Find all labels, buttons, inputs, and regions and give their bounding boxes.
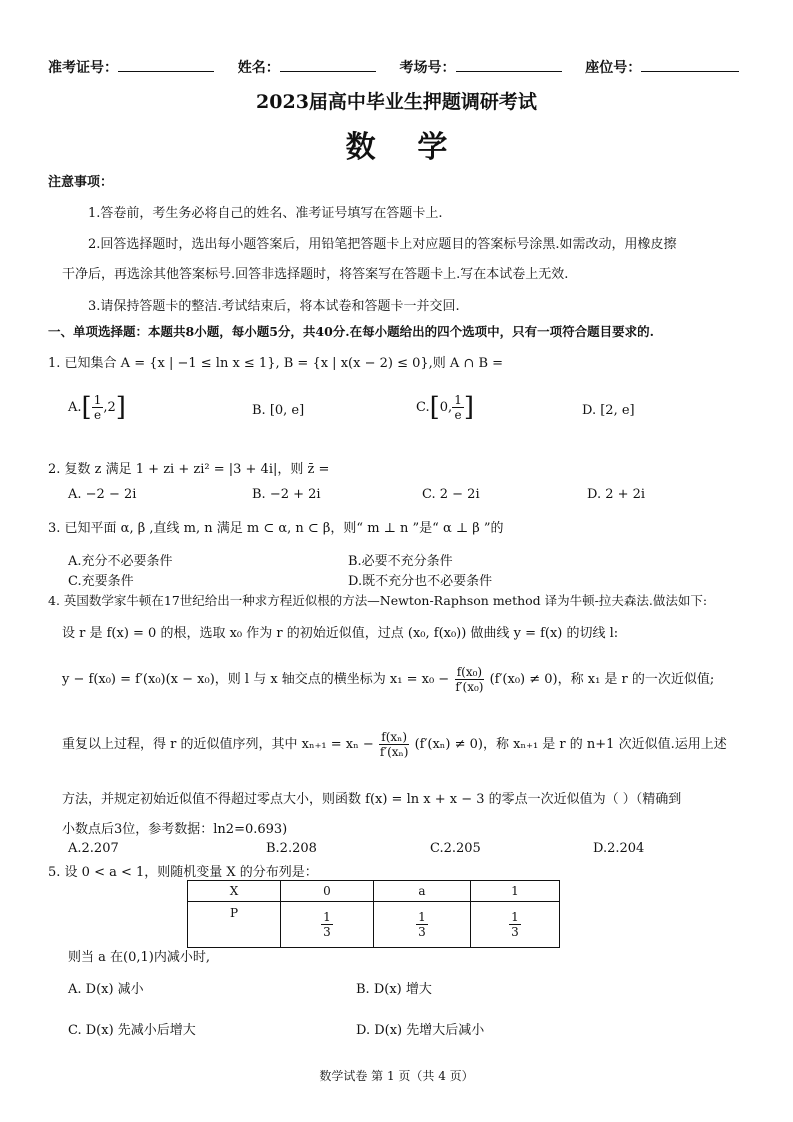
q2-option-a[interactable]: A. −2 − 2i bbox=[68, 487, 137, 502]
room-blank[interactable] bbox=[456, 57, 562, 72]
q1-a-fraction: $\frac{1}{e}$ bbox=[93, 393, 102, 422]
table-cell: a bbox=[374, 881, 471, 902]
q4-option-c[interactable]: C.2.205 bbox=[430, 841, 481, 856]
q1-option-d[interactable]: D. [2, e] bbox=[582, 403, 635, 418]
name-blank[interactable] bbox=[280, 57, 376, 72]
q5-option-d[interactable]: D. D(x) 先增大后减小 bbox=[356, 1023, 485, 1038]
q2-option-b[interactable]: B. −2 + 2i bbox=[252, 487, 321, 502]
distribution-table bbox=[187, 880, 560, 948]
q4-option-a[interactable]: A.2.207 bbox=[68, 841, 119, 856]
q4-line-2: 设 r 是 f(x) = 0 的根，选取 x₀ 作为 r 的初始近似值，过点 (x₀, f(x₀)) 做曲线 y = f(x) 的切线 l: bbox=[62, 626, 619, 641]
q4-newton-fraction-2: $\frac{\text{f(xₙ)}}{\text{f′(xₙ)}}$ bbox=[379, 730, 409, 759]
q1-stem: 1. 已知集合 A = {x | −1 ≤ ln x ≤ 1}, B = {x | x(x − 2) ≤ 0},则 A ∩ B = bbox=[48, 356, 504, 371]
q1-option-c[interactable]: C.[0, $\frac{1}{e}$ ] bbox=[416, 392, 474, 423]
q3-option-b[interactable]: B.必要不充分条件 bbox=[348, 554, 453, 569]
header-fields bbox=[48, 57, 739, 77]
q1-option-a[interactable]: A.[ $\frac{1}{e}$ ,2] bbox=[68, 392, 126, 423]
table-row bbox=[188, 902, 560, 948]
q2-option-d[interactable]: D. 2 + 2i bbox=[587, 487, 646, 502]
table-cell: $\frac{1}{3}$ bbox=[374, 902, 471, 948]
q2-stem: 2. 复数 z 满足 1 + zi + zi² = |3 + 4i|，则 z̄ = bbox=[48, 462, 330, 477]
q3-option-d[interactable]: D.既不充分也不必要条件 bbox=[348, 574, 493, 589]
q4-option-b[interactable]: B.2.208 bbox=[266, 841, 317, 856]
seat-blank[interactable] bbox=[641, 57, 739, 72]
q5-option-c[interactable]: C. D(x) 先减小后增大 bbox=[68, 1023, 196, 1038]
q4-line-6: 小数点后3位，参考数据：ln2=0.693) bbox=[62, 822, 288, 837]
q5-option-a[interactable]: A. D(x) 减小 bbox=[68, 982, 144, 997]
page-footer: 数学试卷 第 1 页（共 4 页） bbox=[319, 1069, 474, 1083]
q4-line-1: 4. 英国数学家牛顿在17世纪给出一种求方程近似根的方法—Newton-Raphson method 译为牛顿-拉夫森法.做法如下: bbox=[48, 593, 708, 608]
q4-line-3: y − f(x₀) = f′(x₀)(x − x₀)，则 l 与 x 轴交点的横坐标为 x₁ = x₀ − $\frac{\text{f(x₀)}}{\text{f′(x₀)}}$ (f′(x₀) ≠ 0)，称 x₁ 是 r 的一次近似值; bbox=[62, 665, 715, 694]
table-cell: X bbox=[188, 881, 281, 902]
q4-line-5: 方法，并规定初始近似值不得超过零点大小，则函数 f(x) = ln x + x − 3 的零点一次近似值为（ ）（精确到 bbox=[62, 792, 682, 807]
q3-stem: 3. 已知平面 α, β ,直线 m, n 满足 m ⊂ α, n ⊂ β，则“ m ⊥ n ”是“ α ⊥ β ”的 bbox=[48, 521, 504, 536]
notice-item-1: 1.答卷前，考生务必将自己的姓名、准考证号填写在答题卡上. bbox=[88, 206, 443, 221]
exam-title: 2023届高中毕业生押题调研考试 bbox=[256, 91, 537, 113]
exam-number-blank[interactable] bbox=[118, 57, 214, 72]
q5-stem: 5. 设 0 < a < 1，则随机变量 X 的分布列是： bbox=[48, 865, 318, 880]
seat-label: 座位号： bbox=[585, 60, 642, 76]
table-row bbox=[188, 881, 560, 902]
q1-c-fraction: $\frac{1}{e}$ bbox=[454, 393, 462, 422]
q5-after-text: 则当 a 在(0,1)内减小时, bbox=[68, 950, 210, 965]
q3-option-c[interactable]: C.充要条件 bbox=[68, 574, 134, 589]
table-cell: P bbox=[188, 902, 281, 948]
table-cell: $\frac{1}{3}$ bbox=[281, 902, 374, 948]
subject-title: 数 学 bbox=[345, 130, 448, 165]
q3-option-a[interactable]: A.充分不必要条件 bbox=[68, 554, 173, 569]
room-label: 考场号： bbox=[399, 60, 456, 76]
q4-option-d[interactable]: D.2.204 bbox=[593, 841, 645, 856]
q2-option-c[interactable]: C. 2 − 2i bbox=[422, 487, 480, 502]
q4-newton-fraction-1: $\frac{\text{f(x₀)}}{\text{f′(x₀)}}$ bbox=[455, 665, 484, 694]
q1-option-b[interactable]: B. [0, e] bbox=[252, 403, 305, 418]
q5-option-b[interactable]: B. D(x) 增大 bbox=[356, 982, 432, 997]
table-cell: 0 bbox=[281, 881, 374, 902]
table-cell: $\frac{1}{3}$ bbox=[471, 902, 560, 948]
notice-item-2b: 干净后，再选涂其他答案标号.回答非选择题时，将答案写在答题卡上.写在本试卷上无效. bbox=[62, 267, 569, 282]
exam-number-label: 准考证号： bbox=[48, 60, 118, 76]
table-cell: 1 bbox=[471, 881, 560, 902]
notice-item-2a: 2.回答选择题时，选出每小题答案后，用铅笔把答题卡上对应题目的答案标号涂黑.如需改动，用橡皮擦 bbox=[88, 237, 677, 252]
name-label: 姓名： bbox=[237, 60, 280, 76]
notice-heading: 注意事项： bbox=[48, 175, 114, 190]
section-heading: 一、单项选择题：本题共8小题，每小题5分，共40分.在每小题给出的四个选项中，只有一项符合题目要求的. bbox=[48, 324, 654, 339]
q4-line-4: 重复以上过程，得 r 的近似值序列，其中 xₙ₊₁ = xₙ − $\frac{\text{f(xₙ)}}{\text{f′(xₙ)}}$ (f′(xₙ) ≠ 0)，称 xₙ₊₁ 是 r 的 n+1 次近似值.运用上述 bbox=[62, 730, 727, 759]
notice-item-3: 3.请保持答题卡的整洁.考试结束后，将本试卷和答题卡一并交回. bbox=[88, 299, 460, 314]
